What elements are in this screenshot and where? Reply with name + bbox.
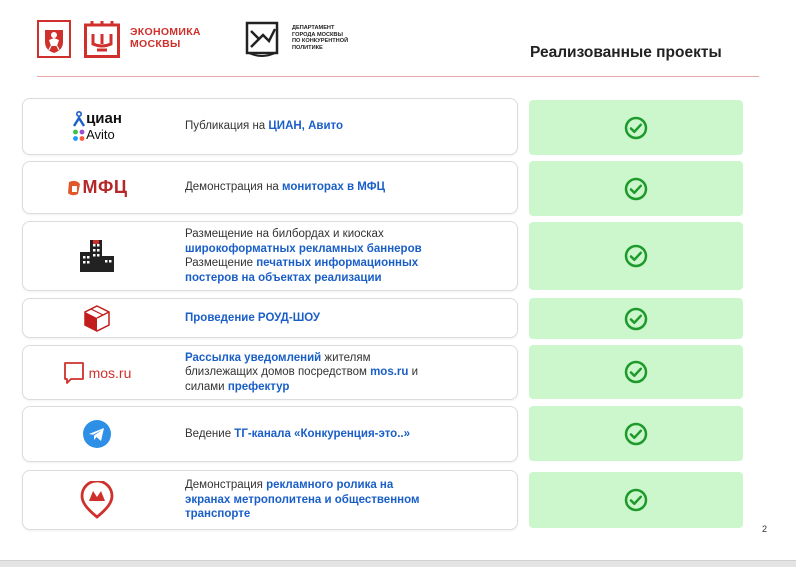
bottom-scrollbar-area <box>0 560 796 567</box>
text-segment: силами <box>185 380 228 393</box>
row-description <box>185 407 509 461</box>
text-segment: близлежащих домов посредством <box>185 366 371 379</box>
description-line <box>185 256 509 271</box>
text-segment: Размещение <box>185 257 257 269</box>
checkmark-circle-icon <box>624 177 648 201</box>
row-description <box>185 222 509 290</box>
mos-ru-icon <box>63 361 85 385</box>
description-line <box>185 242 509 257</box>
highlight-text: префектур <box>227 380 290 393</box>
status-cell <box>529 222 743 290</box>
highlight-text: Рассылка уведомлений <box>185 351 322 364</box>
description-line <box>185 271 509 286</box>
avito-icon <box>72 128 86 142</box>
highlight-text: ЦИАН, Авито <box>268 120 344 133</box>
department-name: ДЕПАРТАМЕНТ ГОРОДА МОСКВЫ ПО КОНКУРЕНТНОЙ ПОЛИТИКЕ <box>292 25 349 51</box>
description-line <box>185 493 509 508</box>
description-line <box>185 507 509 522</box>
cian-wordmark: циан <box>86 110 122 127</box>
text-segment: Демонстрация <box>185 479 267 492</box>
description-line <box>185 380 509 395</box>
project-row-telegram <box>22 406 518 462</box>
status-cell <box>529 298 743 339</box>
mos-ru-wordmark: mos.ru <box>88 364 132 381</box>
buildings-icon <box>23 222 171 290</box>
status-cell <box>529 472 743 528</box>
status-cell <box>529 406 743 461</box>
checkmark-circle-icon <box>624 244 648 268</box>
mfc-logo <box>23 162 171 213</box>
highlight-text: экранах метрополитена и общественном <box>185 493 420 506</box>
project-row-metro <box>22 470 518 530</box>
telegram-icon <box>23 407 171 461</box>
highlight-text: mos.ru <box>370 366 409 379</box>
header-divider <box>37 76 759 77</box>
description-line <box>185 427 509 442</box>
project-row-mos-ru <box>22 345 518 400</box>
checkmark-circle-icon <box>624 422 648 446</box>
row-description <box>185 471 509 529</box>
project-row-billboards <box>22 221 518 291</box>
row-description <box>185 99 509 154</box>
highlight-text: транспорте <box>185 508 251 521</box>
checkmark-circle-icon <box>624 116 648 140</box>
mos-ru-logo <box>23 346 171 399</box>
description-line <box>185 351 509 366</box>
page-title: Реализованные проекты <box>530 44 722 61</box>
status-cell <box>529 345 743 399</box>
cube-icon <box>23 299 171 337</box>
department-logo-icon <box>243 21 281 59</box>
metro-icon <box>23 471 171 529</box>
text-segment: и <box>408 366 419 379</box>
text-segment: Демонстрация на <box>185 181 283 194</box>
description-line <box>185 180 509 195</box>
checkmark-circle-icon <box>624 360 648 384</box>
text-segment: Ведение <box>185 427 235 440</box>
highlight-text: печатных информационных <box>256 257 419 269</box>
moscow-coat-of-arms-icon <box>37 20 71 58</box>
description-line <box>185 365 509 380</box>
highlight-text: мониторах в МФЦ <box>282 181 386 194</box>
row-description <box>185 346 509 399</box>
cian-avito-logo <box>23 99 171 154</box>
row-description <box>185 162 509 213</box>
avito-wordmark: Avito <box>86 127 115 142</box>
checkmark-circle-icon <box>624 307 648 331</box>
text-segment: жителям <box>321 351 371 364</box>
description-line <box>185 227 509 242</box>
mfc-icon <box>66 178 82 198</box>
highlight-text: рекламного ролика на <box>266 479 394 492</box>
description-line <box>185 478 509 493</box>
checkmark-circle-icon <box>624 488 648 512</box>
status-cell <box>529 100 743 155</box>
highlight-text: широкоформатных рекламных баннеров <box>185 242 422 255</box>
description-line <box>185 311 509 326</box>
project-row-mfc <box>22 161 518 214</box>
highlight-text: ТГ-канала «Конкуренция-это..» <box>234 427 410 440</box>
economy-moscow-icon <box>84 20 120 58</box>
project-row-cian-avito <box>22 98 518 155</box>
project-row-roadshow <box>22 298 518 338</box>
mfc-wordmark: МФЦ <box>82 177 128 197</box>
cian-icon <box>72 111 86 127</box>
text-segment: Публикация на <box>185 120 269 133</box>
text-segment: Размещение на билбордах и киосках <box>185 228 384 240</box>
highlight-text: постеров на объектах реализации <box>185 271 382 284</box>
economy-moscow-wordmark: ЭКОНОМИКА МОСКВЫ <box>130 26 201 50</box>
page-number: 2 <box>762 524 768 534</box>
status-cell <box>529 161 743 216</box>
description-line <box>185 119 509 134</box>
highlight-text: Проведение РОУД-ШОУ <box>185 311 321 324</box>
row-description <box>185 299 509 337</box>
